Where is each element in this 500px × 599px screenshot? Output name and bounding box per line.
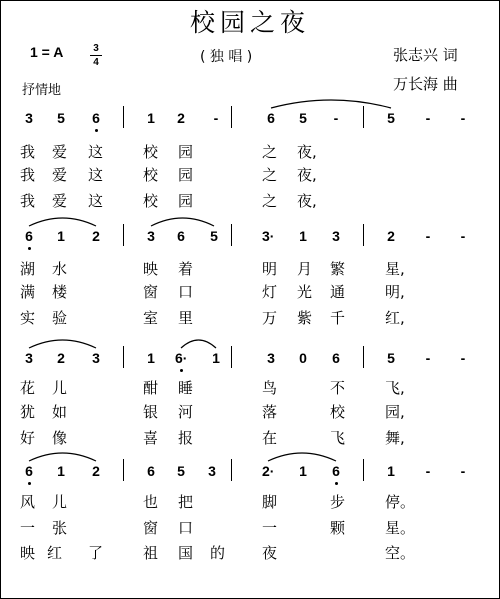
lyric-char: 水 xyxy=(52,260,68,278)
lyric-char: 验 xyxy=(52,309,68,327)
lyric-char: 了 xyxy=(88,544,104,562)
lyric-char: 月 xyxy=(297,260,313,278)
lyric-char: 空。 xyxy=(385,544,416,562)
lyric-char: 红, xyxy=(385,309,405,327)
key-signature: 1 = A xyxy=(30,44,64,60)
expression-marking: 抒情地 xyxy=(22,83,62,98)
slur xyxy=(29,218,96,226)
jianpu-note: 2· xyxy=(262,463,275,479)
jianpu-note: - xyxy=(425,228,431,244)
lyric-char: 祖 xyxy=(143,544,159,562)
lyric-char: 不 xyxy=(330,379,346,397)
jianpu-note: 5 xyxy=(210,228,218,244)
lyric-char: 室 xyxy=(143,309,159,327)
jianpu-note: 3 xyxy=(25,110,33,126)
jianpu-note: 2 xyxy=(57,350,65,366)
jianpu-note: 6 xyxy=(332,350,340,366)
jianpu-note: 6 xyxy=(267,110,275,126)
jianpu-note: - xyxy=(333,110,339,126)
lyric-char: 夜, xyxy=(297,192,317,210)
lyric-char: 千 xyxy=(330,309,346,327)
lyric-char: 之 xyxy=(262,192,278,210)
lyric-char: 楼 xyxy=(52,283,68,301)
jianpu-note: 3 xyxy=(25,350,33,366)
lyric-char: 风 xyxy=(20,493,36,511)
lyric-char: 映 xyxy=(143,260,159,278)
composer-credit: 万长海 曲 xyxy=(393,75,458,93)
lyric-char: 爱 xyxy=(52,143,68,161)
lyric-char: 紫 xyxy=(297,309,313,327)
lyric-char: 把 xyxy=(178,493,194,511)
jianpu-note: 1 xyxy=(57,228,65,244)
lyric-char: 舞, xyxy=(385,429,405,447)
slur xyxy=(29,340,96,348)
lyric-char: 落 xyxy=(262,403,278,421)
jianpu-note: - xyxy=(460,110,466,126)
lyric-char: 着 xyxy=(178,260,194,278)
lyric-char: 步 xyxy=(330,493,346,511)
lyric-char: 酣 xyxy=(143,379,159,397)
lyric-char: 明, xyxy=(385,283,405,301)
lyric-char: 通 xyxy=(330,283,346,301)
jianpu-note: 3 xyxy=(147,228,155,244)
lyric-char: 映 xyxy=(20,544,36,562)
jianpu-note: 1 xyxy=(299,463,307,479)
jianpu-note: 5 xyxy=(57,110,65,126)
lyric-char: 儿 xyxy=(52,379,68,397)
lyric-char: 园, xyxy=(385,403,405,421)
lyric-char: 我 xyxy=(20,192,36,210)
lyric-char: 花 xyxy=(20,379,36,397)
jianpu-note: 5 xyxy=(387,110,395,126)
lyric-char: 夜, xyxy=(297,143,317,161)
lyric-char: 园 xyxy=(178,192,194,210)
jianpu-note: - xyxy=(425,110,431,126)
jianpu-note: 2 xyxy=(387,228,395,244)
jianpu-note: 1 xyxy=(147,350,155,366)
time-signature-bottom: 4 xyxy=(93,57,99,68)
jianpu-note: 2 xyxy=(92,463,100,479)
jianpu-note: 6 xyxy=(147,463,155,479)
jianpu-note: 2 xyxy=(177,110,185,126)
lyric-char: 也 xyxy=(143,493,159,511)
slur xyxy=(271,100,391,108)
lyric-char: 灯 xyxy=(262,283,278,301)
jianpu-note: - xyxy=(460,228,466,244)
lyric-char: 颗 xyxy=(330,519,346,537)
lyric-char: 这 xyxy=(88,192,104,210)
lyric-char: 明 xyxy=(262,260,278,278)
lyric-char: 校 xyxy=(143,143,159,161)
lyric-char: 口 xyxy=(178,519,194,537)
lyric-char: 窗 xyxy=(143,519,159,537)
lyric-char: 夜, xyxy=(297,166,317,184)
lyric-char: 红 xyxy=(47,544,63,562)
lyric-char: 星, xyxy=(385,260,405,278)
lyric-char: 像 xyxy=(52,429,68,447)
lyric-char: 口 xyxy=(178,283,194,301)
lyricist-credit: 张志兴 词 xyxy=(393,46,458,64)
lyric-char: 园 xyxy=(178,166,194,184)
lyric-char: 校 xyxy=(143,166,159,184)
lyric-char: 繁 xyxy=(330,260,346,278)
jianpu-note: - xyxy=(460,350,466,366)
slur xyxy=(181,340,216,348)
lyric-char: 银 xyxy=(143,403,159,421)
jianpu-note: - xyxy=(425,350,431,366)
jianpu-note: 6· xyxy=(175,350,188,366)
lyric-char: 满 xyxy=(20,283,36,301)
jianpu-note: 6 xyxy=(177,228,185,244)
lyric-char: 这 xyxy=(88,166,104,184)
song-title: 校园之夜 xyxy=(189,8,310,37)
lyric-char: 爱 xyxy=(52,166,68,184)
lyric-char: 飞 xyxy=(330,429,346,447)
lyric-char: 国 xyxy=(178,544,194,562)
jianpu-note: - xyxy=(213,110,219,126)
lyric-char: 犹 xyxy=(20,403,36,421)
jianpu-note: 1 xyxy=(147,110,155,126)
lyric-char: 窗 xyxy=(143,283,159,301)
lyric-char: 之 xyxy=(262,166,278,184)
lyric-char: 万 xyxy=(262,309,278,327)
jianpu-note: 2 xyxy=(92,228,100,244)
lyric-char: 张 xyxy=(52,519,68,537)
slur xyxy=(268,453,336,461)
jianpu-note: 5 xyxy=(387,350,395,366)
lyric-char: 儿 xyxy=(52,493,68,511)
jianpu-note: - xyxy=(460,463,466,479)
jianpu-note: 3 xyxy=(208,463,216,479)
lyric-char: 星。 xyxy=(385,519,416,537)
jianpu-note: - xyxy=(425,463,431,479)
lyric-char: 的 xyxy=(210,544,226,562)
lyric-char: 脚 xyxy=(262,493,278,511)
lyric-char: 里 xyxy=(178,309,194,327)
lyric-char: 校 xyxy=(330,403,346,421)
lyric-char: 我 xyxy=(20,166,36,184)
jianpu-note: 0 xyxy=(299,350,307,366)
performance-mode: ( 独 唱 ) xyxy=(200,49,253,65)
jianpu-note: 3 xyxy=(332,228,340,244)
lyric-char: 喜 xyxy=(143,429,159,447)
jianpu-note: 1 xyxy=(299,228,307,244)
jianpu-note: 3· xyxy=(262,228,275,244)
lyric-char: 河 xyxy=(178,403,194,421)
lyric-char: 实 xyxy=(20,309,36,327)
lyric-char: 湖 xyxy=(20,260,36,278)
lyric-char: 一 xyxy=(20,519,36,537)
lyric-char: 园 xyxy=(178,143,194,161)
jianpu-note: 6 xyxy=(332,463,340,479)
lyric-char: 报 xyxy=(178,429,194,447)
lyric-char: 爱 xyxy=(52,192,68,210)
slur xyxy=(29,453,96,461)
lyric-char: 光 xyxy=(297,283,313,301)
lyric-char: 停。 xyxy=(385,493,416,511)
lyric-char: 我 xyxy=(20,143,36,161)
lyric-char: 校 xyxy=(143,192,159,210)
lyric-char: 睡 xyxy=(178,379,194,397)
jianpu-note: 3 xyxy=(92,350,100,366)
jianpu-note: 6 xyxy=(25,463,33,479)
jianpu-note: 1 xyxy=(57,463,65,479)
lyric-char: 之 xyxy=(262,143,278,161)
lyric-char: 鸟 xyxy=(262,379,278,397)
lyric-char: 在 xyxy=(262,429,278,447)
lyric-char: 好 xyxy=(20,429,36,447)
jianpu-note: 5 xyxy=(299,110,307,126)
lyric-char: 这 xyxy=(88,143,104,161)
jianpu-note: 6 xyxy=(25,228,33,244)
slur xyxy=(151,218,214,226)
lyric-char: 如 xyxy=(52,403,68,421)
time-signature-top: 3 xyxy=(93,43,99,54)
jianpu-note: 3 xyxy=(267,350,275,366)
jianpu-note: 6 xyxy=(92,110,100,126)
jianpu-note: 5 xyxy=(177,463,185,479)
jianpu-note: 1 xyxy=(212,350,220,366)
lyric-char: 夜 xyxy=(262,544,278,562)
lyric-char: 一 xyxy=(262,519,278,537)
lyric-char: 飞, xyxy=(385,379,405,397)
jianpu-note: 1 xyxy=(387,463,395,479)
